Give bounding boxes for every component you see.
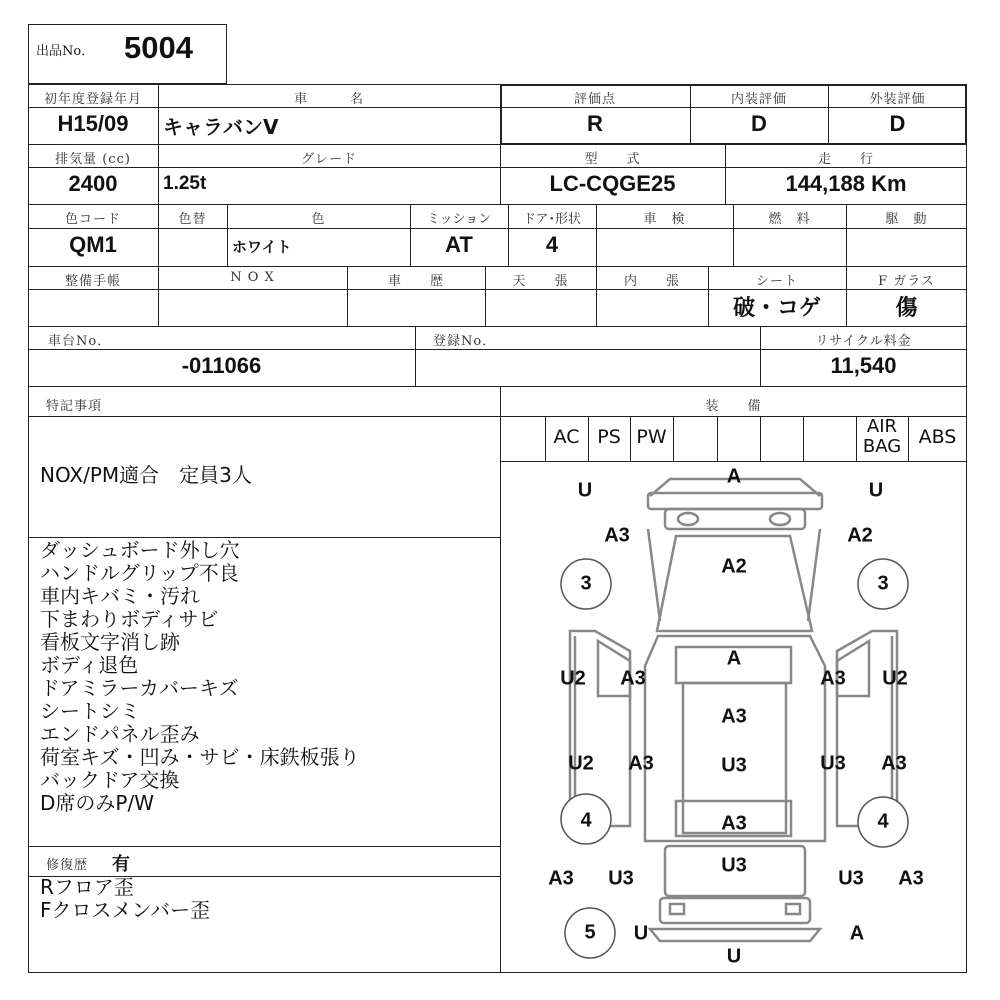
mark-bumper-right: A: [849, 922, 865, 945]
mark-windshield-left: A3: [604, 524, 630, 547]
repair-value: 有: [112, 854, 130, 875]
score-label: 評価点: [573, 92, 616, 107]
repair-label: 修復歴: [46, 858, 89, 873]
mark-rear-door: U3: [721, 854, 747, 877]
mark-roof-rear: A3: [721, 812, 747, 835]
note-item: 看板文字消し跡: [40, 630, 180, 654]
mark-wheel-rear-left: 4: [580, 809, 592, 832]
exterior-value: D: [889, 111, 906, 136]
history-label: 車 歴: [387, 274, 444, 289]
name-label: 車 名: [293, 92, 364, 107]
repair-notes: [40, 876, 210, 922]
repair-note-item: Fクロスメンバー歪: [40, 898, 211, 922]
special-label: 特記事項: [46, 399, 103, 414]
mark-left-rear-outer: U2: [568, 752, 594, 775]
note-item: 下まわりボディサビ: [40, 607, 219, 631]
recycle-label: リサイクル料金: [815, 334, 912, 349]
mileage-value: 144,188 Km: [785, 171, 907, 196]
grade-value: 1.25t: [163, 173, 207, 194]
note-item: ダッシュボード外し穴: [40, 538, 240, 562]
lot-label: 出品No．: [36, 44, 95, 59]
mark-roof-front: A: [726, 647, 742, 670]
glass-value: 傷: [895, 296, 918, 321]
equip-ac: AC: [553, 426, 580, 448]
mark-right-rear-outer: A3: [881, 752, 907, 775]
note-item: バックドア交換: [40, 768, 180, 792]
emblem-left-outline: [678, 513, 698, 525]
door-label: ドア･形状: [522, 212, 582, 227]
lot-number: 5004: [124, 30, 193, 65]
mark-left-rear-inner: A3: [628, 752, 654, 775]
windshield-outline: [657, 536, 812, 631]
mark-top-center: A: [726, 465, 742, 488]
repair-note-item: Rフロア歪: [40, 875, 134, 899]
drive-label: 駆 動: [885, 212, 928, 227]
model-label: 型 式: [584, 152, 641, 167]
note-item: ハンドルグリップ不良: [40, 561, 239, 585]
exterior-label: 外装評価: [869, 92, 926, 107]
color-label: 色: [311, 212, 326, 227]
equip-ps: PS: [597, 426, 621, 448]
color-code-label: 色コード: [64, 212, 121, 227]
note-item: ボディ退色: [40, 653, 139, 677]
recycle-value: 11,540: [830, 353, 897, 378]
displacement-label: 排気量 (cc): [55, 152, 131, 167]
rear-lamp-right: [786, 904, 800, 914]
mark-wheel-front-left: 3: [580, 572, 592, 595]
equip-airbag: AIR BAG: [862, 416, 902, 457]
mark-left-front-inner: A3: [620, 667, 646, 690]
mark-hood: A2: [721, 555, 747, 578]
mark-right-front-outer: U2: [882, 667, 908, 690]
emblem-right-outline: [770, 513, 790, 525]
displacement-value: 2400: [68, 171, 118, 196]
color-value: ホワイト: [232, 238, 292, 256]
mission-value: AT: [445, 232, 473, 257]
equipment-label: 装 備: [705, 399, 762, 414]
interior-value: D: [751, 111, 767, 136]
mark-left-front-outer: U2: [560, 667, 586, 690]
rear-lamp-left: [670, 904, 684, 914]
inspection-label: 車 検: [643, 212, 686, 227]
door-value: 4: [545, 232, 559, 257]
sunroof-label: 天 張: [512, 274, 569, 289]
glass-label: F ガラス: [878, 274, 935, 289]
repaint-label: 色替: [178, 212, 207, 227]
mark-right-rear-inner: U3: [820, 752, 846, 775]
inner-label: 内 張: [623, 274, 680, 289]
seat-value: 破・コゲ: [732, 296, 821, 321]
mark-top-left: U: [577, 479, 593, 502]
mark-wheel-rear-right: 4: [877, 810, 889, 833]
mark-rear-left-outer: A3: [548, 867, 574, 890]
interior-label: 内装評価: [730, 92, 787, 107]
mark-rear-left-inner: U3: [608, 867, 634, 890]
reg-label: 登録No．: [433, 334, 497, 349]
mark-right-front-inner: A3: [820, 667, 846, 690]
mission-label: ミッション: [426, 212, 492, 227]
year-label: 初年度登録年月: [43, 92, 142, 107]
note-item: シートシミ: [40, 699, 140, 723]
mark-bottom-center: U: [726, 945, 742, 968]
maintenance-label: 整備手帳: [64, 274, 121, 289]
mark-bumper-left: U: [633, 922, 649, 945]
front-grille-outline: [648, 493, 822, 509]
note-item: 荷室キズ・凹み・サビ・床鉄板張り: [40, 745, 360, 769]
mileage-label: 走 行: [817, 152, 874, 167]
rear-step-outline: [650, 929, 820, 941]
note-item: 車内キバミ・汚れ: [40, 584, 200, 608]
mark-roof-center: U3: [721, 754, 747, 777]
special-note: NOX/PM適合 定員3人: [40, 463, 252, 487]
chassis-value: -011066: [181, 353, 262, 378]
mark-spare-wheel: 5: [584, 921, 596, 944]
fuel-label: 燃 料: [768, 212, 811, 227]
equip-abs: ABS: [918, 426, 957, 448]
note-item: D席のみP/W: [40, 791, 154, 815]
score-value: R: [587, 111, 603, 136]
seat-label: シート: [755, 274, 798, 289]
mark-top-right: U: [868, 479, 884, 502]
mark-wheel-front-right: 3: [877, 572, 889, 595]
note-item: ドアミラーカバーキズ: [40, 676, 239, 700]
rear-bumper-outline: [660, 898, 810, 923]
equip-pw: PW: [636, 426, 667, 448]
mark-windshield-right: A2: [847, 524, 873, 547]
mark-rear-right-outer: A3: [898, 867, 924, 890]
chassis-label: 車台No．: [48, 334, 112, 349]
mark-roof-mid: A3: [721, 705, 747, 728]
grade-label: グレード: [300, 152, 357, 167]
year-value: H15/09: [57, 111, 129, 136]
note-item: エンドパネル歪み: [40, 722, 200, 746]
model-value: LC-CQGE25: [549, 171, 676, 196]
nox-label: N O X: [230, 270, 275, 285]
color-code-value: QM1: [69, 232, 117, 257]
condition-notes: [40, 539, 360, 815]
mark-rear-right-inner: U3: [838, 867, 864, 890]
car-name: キャラバンV: [163, 115, 279, 139]
car-diagram: [500, 461, 967, 973]
